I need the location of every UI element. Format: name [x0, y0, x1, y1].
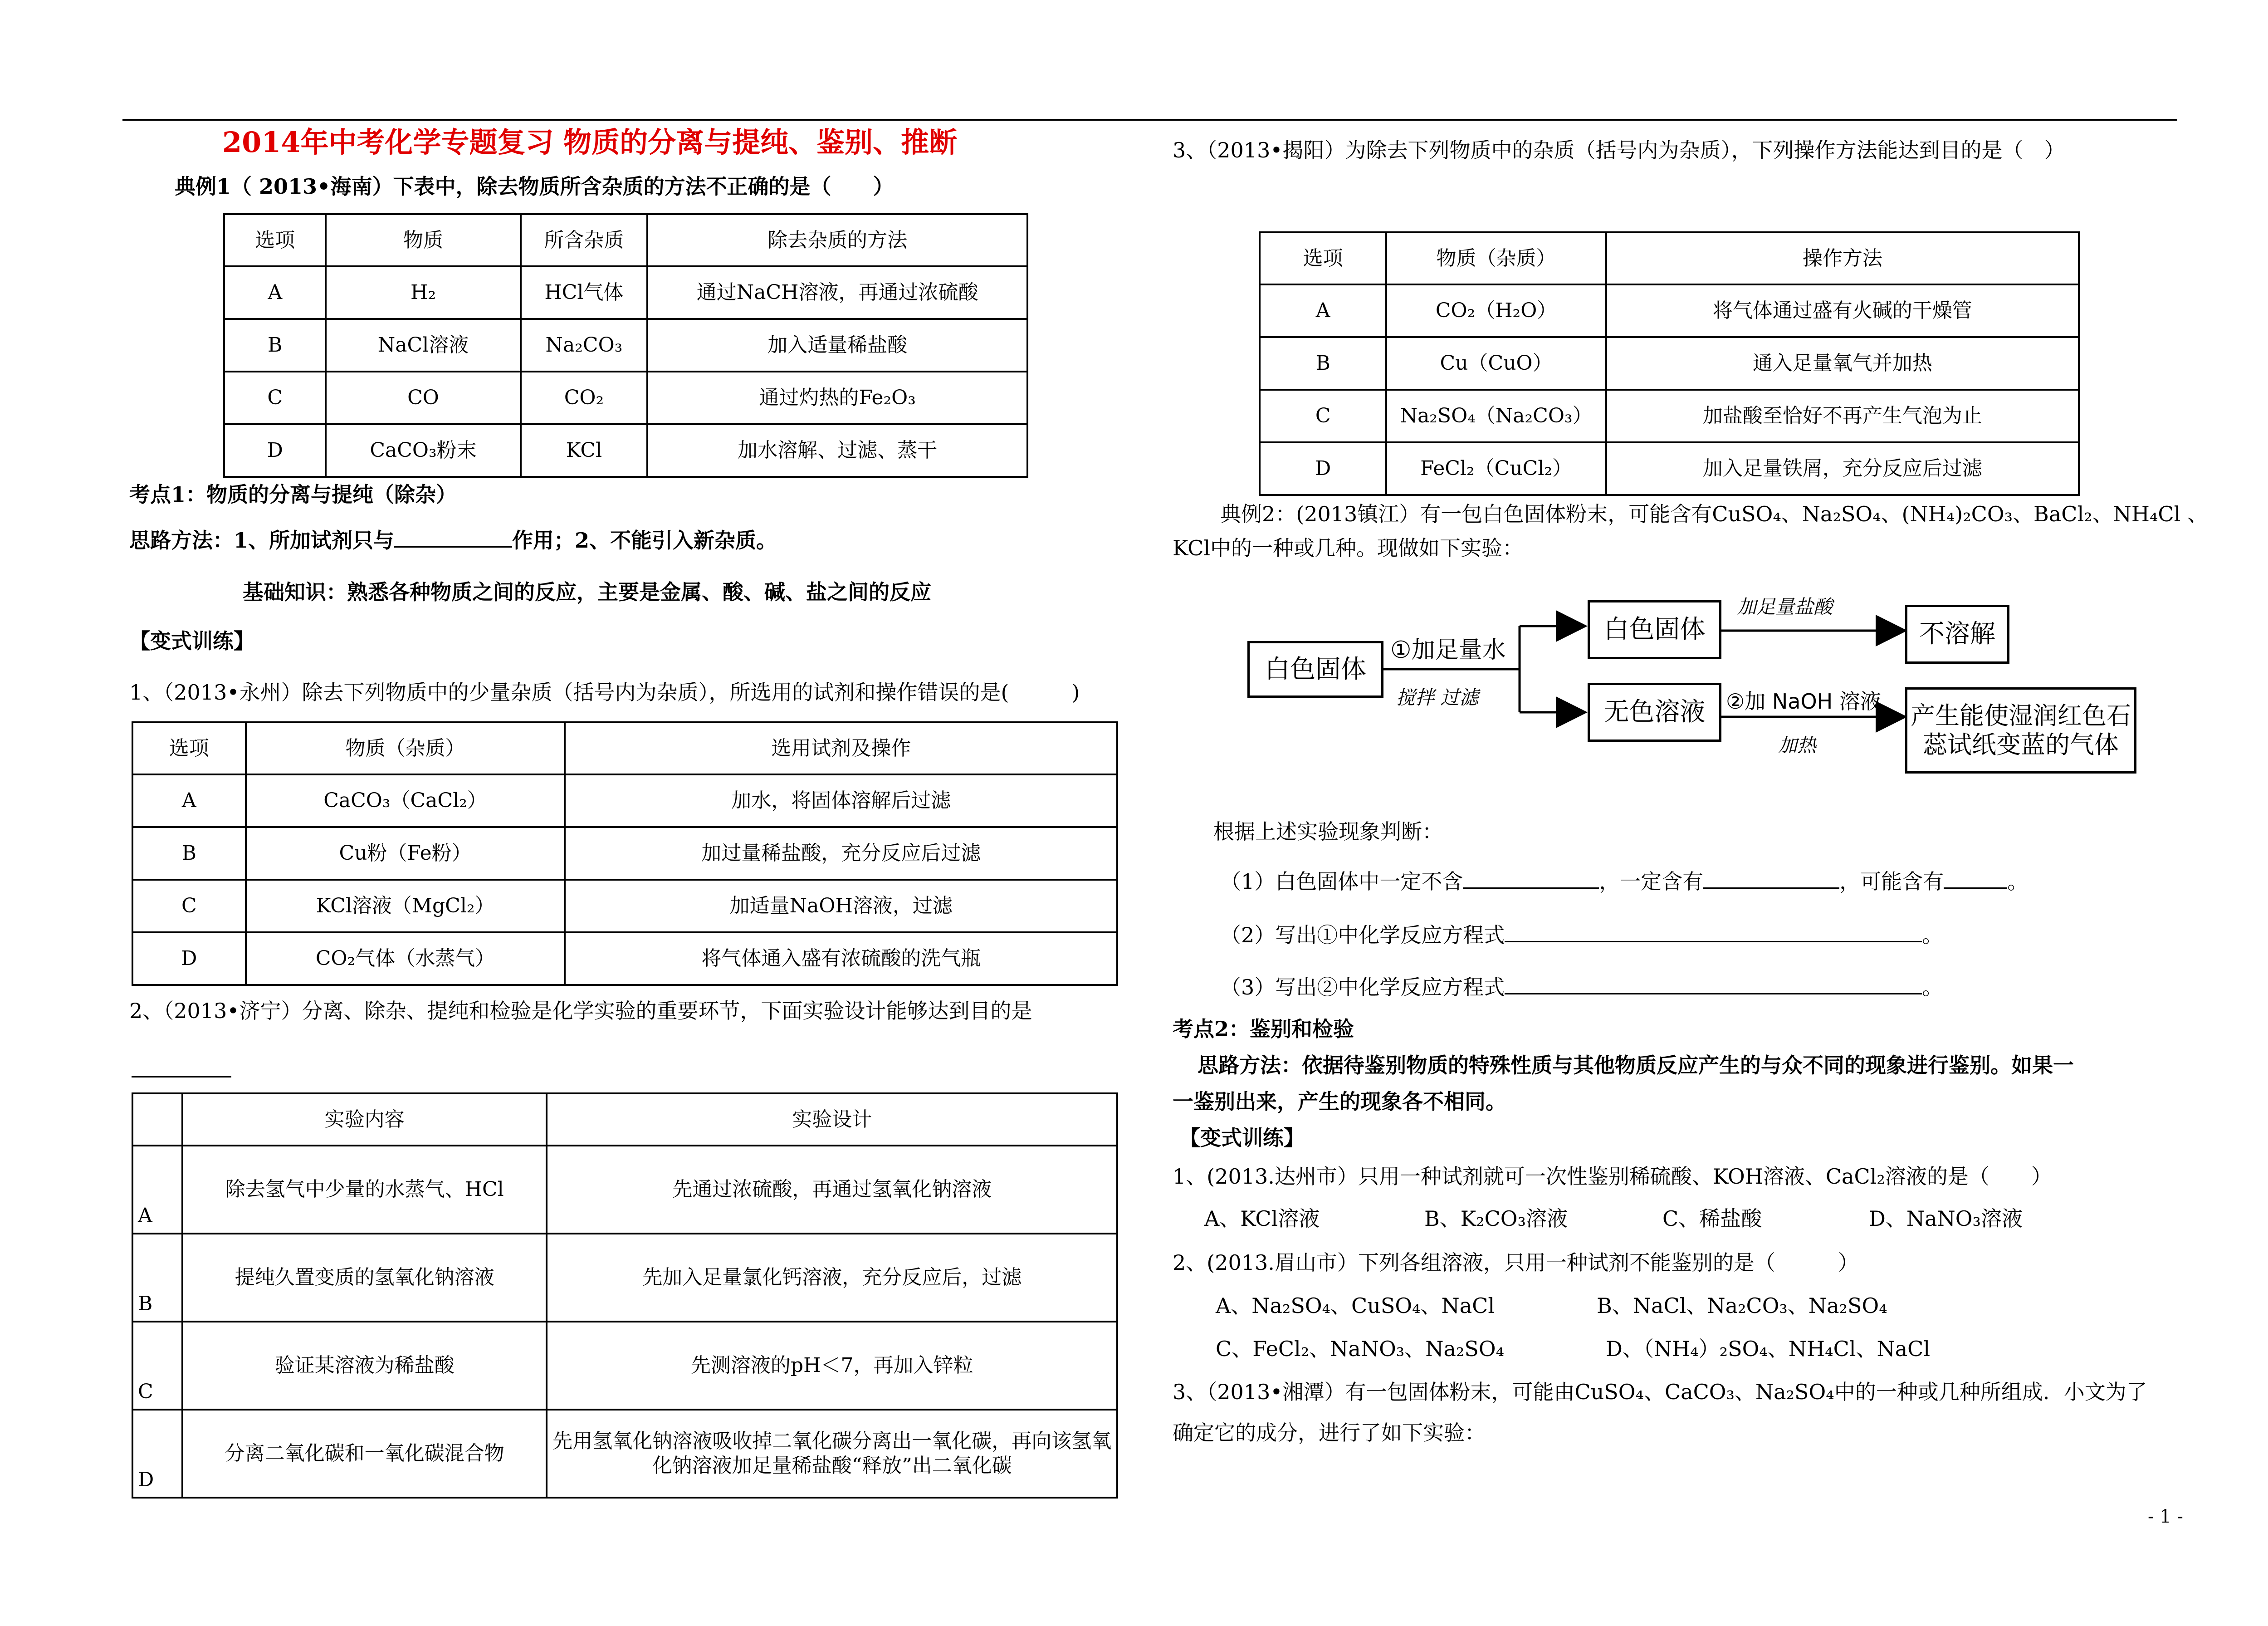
flow-step1-label: ①加足量水: [1390, 637, 1506, 664]
example1-table: [223, 213, 1028, 478]
table-cell: C: [224, 372, 326, 424]
table-header: 物质: [326, 214, 520, 266]
k3-stem-line2: 确定它的成分，进行了如下实验：: [1173, 1420, 1486, 1445]
table-cell: 先测溶液的pH＜7，再加入锌粒: [547, 1322, 1117, 1410]
table-cell: Cu粉（Fe粉）: [246, 827, 565, 880]
answer-blank[interactable]: [1505, 921, 1922, 942]
table-header: 实验设计: [547, 1093, 1117, 1146]
sub2-part2: 。: [1922, 923, 1943, 947]
k3-stem-line1: 3、（2013•湘潭）有一包固体粉末，可能由CuSO₄、CaCO₃、Na₂SO₄中的一种或几种所组成．小文为了: [1173, 1380, 2147, 1404]
flow-step2b-sublabel: 加热: [1778, 734, 1817, 756]
table-cell: KCl: [521, 424, 648, 477]
k2-option-c[interactable]: C、FeCl₂、NaNO₃、Na₂SO₄: [1216, 1337, 1505, 1361]
answer-blank[interactable]: [1505, 973, 1922, 994]
page-number: - 1 -: [2148, 1506, 2183, 1527]
answer-blank[interactable]: [132, 1076, 231, 1077]
table-header: 物质（杂质）: [246, 722, 565, 774]
k2-option-b[interactable]: B、NaCl、Na₂CO₃、Na₂SO₄: [1597, 1293, 1887, 1318]
kd1-basic: 基础知识：熟悉各种物质之间的反应，主要是金属、酸、碱、盐之间的反应: [243, 580, 931, 604]
table-header: 操作方法: [1606, 232, 2079, 284]
table-cell: D: [132, 1410, 182, 1498]
table-cell: 通过灼热的Fe₂O₃: [647, 372, 1027, 424]
table-cell: D: [1260, 442, 1386, 495]
table-cell: A: [132, 1146, 182, 1234]
table-cell: B: [1260, 337, 1386, 390]
sub1-part2: ，一定含有: [1599, 869, 1704, 894]
q2-table: [132, 1092, 1118, 1499]
table-cell: 将气体通过盛有火碱的干燥管: [1606, 284, 2079, 337]
q3-table: [1259, 231, 2080, 496]
table-cell: D: [224, 424, 326, 477]
sub1-part4: 。: [2007, 869, 2028, 894]
table-cell: 加入足量铁屑，充分反应后过滤: [1606, 442, 2079, 495]
table-cell: A: [132, 774, 246, 827]
table-cell: 验证某溶液为稀盐酸: [182, 1322, 547, 1410]
flow-step2b-label: ②加 NaOH 溶液: [1726, 689, 1881, 714]
table-cell: 加水，将固体溶解后过滤: [565, 774, 1117, 827]
table-cell: B: [224, 319, 326, 372]
kd2-title: 考点2：鉴别和检验: [1173, 1017, 1354, 1041]
table-cell: 先通过浓硫酸，再通过氢氧化钠溶液: [547, 1146, 1117, 1234]
table-cell: 将气体通入盛有浓硫酸的洗气瓶: [565, 932, 1117, 985]
table-header: 选项: [132, 722, 246, 774]
table-cell: C: [1260, 390, 1386, 442]
q1-stem: 1、（2013•永州）除去下列物质中的少量杂质（括号内为杂质），所选用的试剂和操作错误的是( ): [129, 680, 1080, 705]
table-cell: CaCO₃（CaCl₂）: [246, 774, 565, 827]
table-cell: 先用氢氧化钠溶液吸收掉二氧化碳分离出一氧化碳，再向该氢氧化钠溶液加足量稀盐酸“释放”出二氧化碳: [547, 1410, 1117, 1498]
table-cell: HCl气体: [521, 266, 648, 319]
table-cell: CO₂（H₂O）: [1386, 284, 1606, 337]
kd1-train: 【变式训练】: [129, 629, 254, 653]
table-cell: A: [224, 266, 326, 319]
table-cell: D: [132, 932, 246, 985]
header-rule: [122, 119, 2177, 121]
table-cell: C: [132, 1322, 182, 1410]
kd2-train: 【变式训练】: [1179, 1126, 1305, 1150]
sub1-part1: （1）白色固体中一定不含: [1220, 869, 1463, 894]
table-cell: 加盐酸至恰好不再产生气泡为止: [1606, 390, 2079, 442]
flow-solution-box: 无色溶液: [1588, 683, 1721, 742]
example2-stem-line1: 典例2：(2013镇江）有一包白色固体粉末，可能含有CuSO₄、Na₂SO₄、(NH₄)₂CO₃、BaCl₂、NH₄Cl 、: [1220, 502, 2208, 526]
table-cell: 提纯久置变质的氢氧化钠溶液: [182, 1234, 547, 1322]
k1-option-a[interactable]: A、KCl溶液: [1204, 1206, 1320, 1231]
table-cell: B: [132, 827, 246, 880]
table-header: 除去杂质的方法: [647, 214, 1027, 266]
flow-start-box: 白色固体: [1247, 641, 1383, 698]
table-cell: 分离二氧化碳和一氧化碳混合物: [182, 1410, 547, 1498]
flow-result-a-box: 不溶解: [1905, 605, 2009, 664]
table-header: 选用试剂及操作: [565, 722, 1117, 774]
table-cell: CO₂: [521, 372, 648, 424]
table-header: [132, 1093, 182, 1146]
flow-result-b-box: 产生能使湿润红色石蕊试纸变蓝的气体: [1905, 687, 2136, 774]
table-cell: 加水溶解、过滤、蒸干: [647, 424, 1027, 477]
example2-sub1: [1220, 867, 2028, 894]
page-title: 2014年中考化学专题复习 物质的分离与提纯、鉴别、推断: [222, 126, 958, 159]
table-cell: 通入足量氧气并加热: [1606, 337, 2079, 390]
table-cell: Cu（CuO）: [1386, 337, 1606, 390]
table-cell: CO₂气体（水蒸气）: [246, 932, 565, 985]
kd2-method-line2: 一鉴别出来，产生的现象各不相同。: [1173, 1089, 1506, 1114]
sub2-part1: （2）写出①中化学反应方程式: [1220, 923, 1505, 947]
table-cell: A: [1260, 284, 1386, 337]
table-cell: C: [132, 880, 246, 932]
example2-judge: 根据上述实验现象判断：: [1213, 819, 1443, 844]
table-cell: 先加入足量氯化钙溶液，充分反应后，过滤: [547, 1234, 1117, 1322]
table-cell: NaCl溶液: [326, 319, 520, 372]
example2-sub3: [1220, 973, 1943, 1000]
sub3-part1: （3）写出②中化学反应方程式: [1220, 975, 1505, 999]
table-cell: CaCO₃粉末: [326, 424, 520, 477]
q2-stem: 2、（2013•济宁）分离、除杂、提纯和检验是化学实验的重要环节，下面实验设计能够达到目的是: [129, 999, 1032, 1023]
table-header: 选项: [224, 214, 326, 266]
k1-option-c[interactable]: C、稀盐酸: [1662, 1206, 1762, 1231]
table-cell: 通过NaCH溶液，再通过浓硫酸: [647, 266, 1027, 319]
kd2-method-line1: 思路方法：依据待鉴别物质的特殊性质与其他物质反应产生的与众不同的现象进行鉴别。如果一: [1198, 1053, 2074, 1077]
kd1-method: [129, 526, 777, 553]
answer-blank[interactable]: [394, 526, 512, 548]
table-cell: KCl溶液（MgCl₂）: [246, 880, 565, 932]
k1-stem: 1、(2013.达州市）只用一种试剂就可一次性鉴别稀硫酸、KOH溶液、CaCl₂溶液的是（ ）: [1173, 1164, 2052, 1189]
sub3-part2: 。: [1922, 975, 1943, 999]
kd1-title: 考点1：物质的分离与提纯（除杂）: [129, 482, 457, 507]
example2-stem-line2: KCl中的一种或几种。现做如下实验：: [1173, 536, 1524, 560]
q1-table: [132, 721, 1118, 986]
table-cell: 加入适量稀盐酸: [647, 319, 1027, 372]
example2-sub2: [1220, 921, 1943, 948]
table-header: 物质（杂质）: [1386, 232, 1606, 284]
k2-option-d[interactable]: D、（NH₄）₂SO₄、NH₄Cl、NaCl: [1606, 1337, 1931, 1361]
k1-option-b[interactable]: B、K₂CO₃溶液: [1424, 1206, 1568, 1231]
flow-solid-box: 白色固体: [1588, 600, 1721, 659]
table-cell: Na₂CO₃: [521, 319, 648, 372]
table-cell: 除去氢气中少量的水蒸气、HCl: [182, 1146, 547, 1234]
example1-stem: 典例1（ 2013•海南）下表中，除去物质所含杂质的方法不正确的是（ ）: [175, 174, 894, 199]
flow-step1-sublabel: 搅拌 过滤: [1396, 686, 1479, 709]
table-cell: 加过量稀盐酸，充分反应后过滤: [565, 827, 1117, 880]
kd1-method-part1: 思路方法：1、所加试剂只与: [129, 528, 395, 553]
k1-option-d[interactable]: D、NaNO₃溶液: [1869, 1206, 2023, 1231]
table-header: 实验内容: [182, 1093, 547, 1146]
answer-blank[interactable]: [1944, 867, 2007, 889]
sub1-part3: ，可能含有: [1839, 869, 1944, 894]
flow-step2a-label: 加足量盐酸: [1737, 596, 1833, 618]
k2-stem: 2、(2013.眉山市）下列各组溶液，只用一种试剂不能鉴别的是（ ）: [1173, 1250, 1859, 1275]
table-cell: Na₂SO₄（Na₂CO₃）: [1386, 390, 1606, 442]
table-header: 选项: [1260, 232, 1386, 284]
answer-blank[interactable]: [1703, 867, 1839, 889]
answer-blank[interactable]: [1463, 867, 1599, 889]
table-cell: 加适量NaOH溶液，过滤: [565, 880, 1117, 932]
table-cell: CO: [326, 372, 520, 424]
table-cell: FeCl₂（CuCl₂）: [1386, 442, 1606, 495]
kd1-method-part2: 作用；2、不能引入新杂质。: [512, 528, 777, 553]
table-cell: B: [132, 1234, 182, 1322]
q3-stem: 3、（2013•揭阳）为除去下列物质中的杂质（括号内为杂质），下列操作方法能达到目的是（ ）: [1173, 138, 2065, 162]
table-header: 所含杂质: [521, 214, 648, 266]
k2-option-a[interactable]: A、Na₂SO₄、CuSO₄、NaCl: [1216, 1293, 1495, 1318]
table-cell: H₂: [326, 266, 520, 319]
